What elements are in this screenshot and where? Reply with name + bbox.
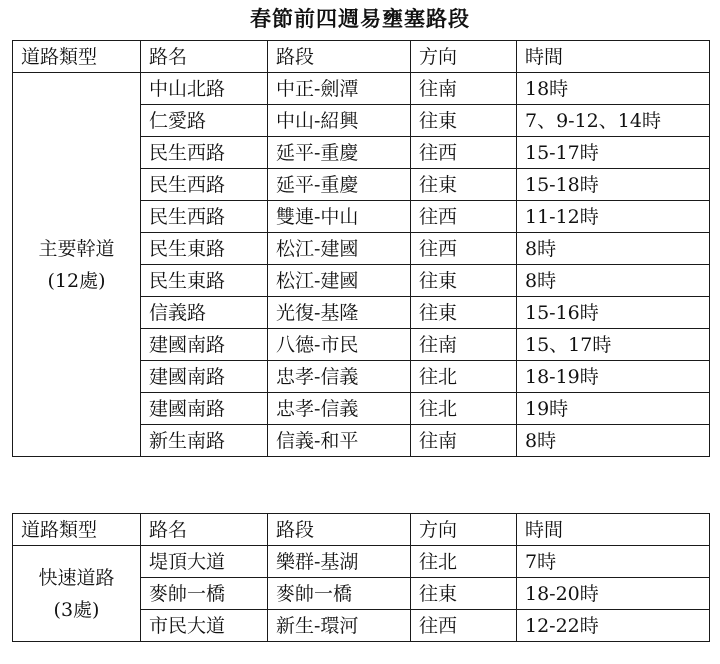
header-section: 路段 [268,41,411,73]
road-type-cell [13,73,141,457]
direction-cell: 往西 [411,201,517,233]
express-roads-body [13,514,710,642]
time-cell: 7、9-12、14時 [517,105,710,137]
road-type-label: 主要幹道 [38,237,115,260]
direction-cell: 往北 [411,393,517,425]
header-time: 時間 [517,514,710,546]
header-section: 路段 [268,514,411,546]
road-name-cell: 民生西路 [141,169,268,201]
road-name-cell: 民生西路 [141,137,268,169]
table-header-row [13,514,710,546]
time-cell: 15-17時 [517,137,710,169]
section-cell: 樂群-基湖 [268,546,411,578]
section-cell: 麥帥一橋 [268,578,411,610]
direction-cell: 往東 [411,169,517,201]
direction-cell: 往北 [411,361,517,393]
road-name-cell: 建國南路 [141,393,268,425]
section-cell: 雙連-中山 [268,201,411,233]
section-cell: 松江-建國 [268,265,411,297]
road-type-count: (3處) [53,598,100,621]
time-cell: 15-18時 [517,169,710,201]
road-type-count: (12處) [47,269,106,292]
time-cell: 19時 [517,393,710,425]
table-row [13,73,710,105]
direction-cell: 往南 [411,425,517,457]
direction-cell: 往東 [411,578,517,610]
header-road-name: 路名 [141,514,268,546]
section-cell: 松江-建國 [268,233,411,265]
header-road-type: 道路類型 [13,514,141,546]
direction-cell: 往西 [411,610,517,642]
road-name-cell: 民生西路 [141,201,268,233]
road-name-cell: 中山北路 [141,73,268,105]
direction-cell: 往西 [411,233,517,265]
road-name-cell: 建國南路 [141,329,268,361]
direction-cell: 往東 [411,297,517,329]
section-cell: 延平-重慶 [268,169,411,201]
road-name-cell: 信義路 [141,297,268,329]
road-name-cell: 建國南路 [141,361,268,393]
time-cell: 8時 [517,425,710,457]
header-direction: 方向 [411,514,517,546]
road-name-cell: 民生東路 [141,265,268,297]
road-name-cell: 市民大道 [141,610,268,642]
road-type-label: 快速道路 [38,566,115,589]
table-header-row [13,41,710,73]
road-type-cell [13,546,141,642]
header-direction: 方向 [411,41,517,73]
section-cell: 中山-紹興 [268,105,411,137]
time-cell: 15、17時 [517,329,710,361]
road-name-cell: 仁愛路 [141,105,268,137]
express-roads-table [12,513,710,642]
page-title: 春節前四週易壅塞路段 [250,7,470,31]
time-cell: 18-19時 [517,361,710,393]
table-row [13,546,710,578]
section-cell: 延平-重慶 [268,137,411,169]
time-cell: 8時 [517,233,710,265]
section-cell: 光復-基隆 [268,297,411,329]
time-cell: 8時 [517,265,710,297]
time-cell: 18-20時 [517,578,710,610]
section-cell: 信義-和平 [268,425,411,457]
direction-cell: 往南 [411,329,517,361]
time-cell: 15-16時 [517,297,710,329]
section-cell: 中正-劍潭 [268,73,411,105]
header-time: 時間 [517,41,710,73]
section-cell: 忠孝-信義 [268,393,411,425]
main-roads-body [13,41,710,457]
direction-cell: 往南 [411,73,517,105]
time-cell: 12-22時 [517,610,710,642]
direction-cell: 往東 [411,265,517,297]
road-name-cell: 民生東路 [141,233,268,265]
main-roads-table [12,40,710,457]
section-cell: 新生-環河 [268,610,411,642]
road-name-cell: 新生南路 [141,425,268,457]
direction-cell: 往東 [411,105,517,137]
direction-cell: 往西 [411,137,517,169]
time-cell: 11-12時 [517,201,710,233]
direction-cell: 往北 [411,546,517,578]
time-cell: 7時 [517,546,710,578]
time-cell: 18時 [517,73,710,105]
section-cell: 忠孝-信義 [268,361,411,393]
road-name-cell: 麥帥一橋 [141,578,268,610]
header-road-type: 道路類型 [13,41,141,73]
header-road-name: 路名 [141,41,268,73]
section-cell: 八德-市民 [268,329,411,361]
road-name-cell: 堤頂大道 [141,546,268,578]
